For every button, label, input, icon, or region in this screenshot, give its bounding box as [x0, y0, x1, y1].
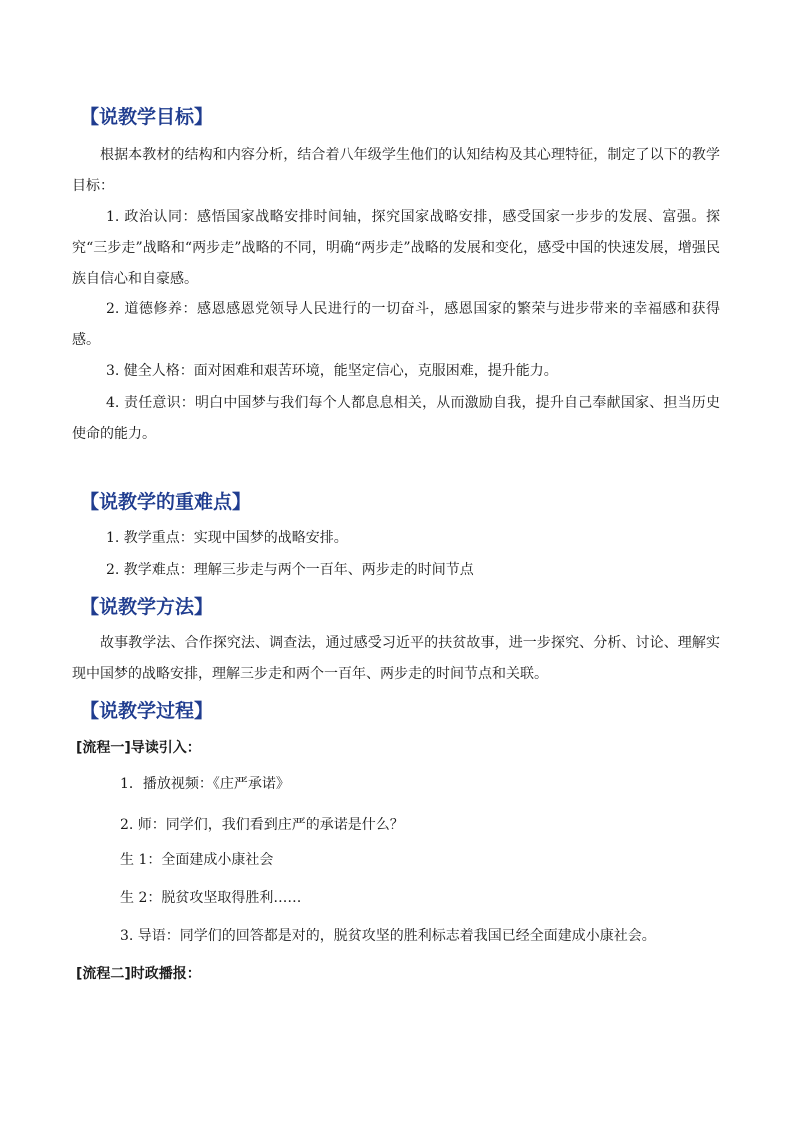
goals-heading: 【说教学目标】: [80, 106, 214, 128]
goal-item: 1. 政治认同：感悟国家战略安排时间轴，探究国家战略安排，感受国家一步步的发展、富强。探究“三步走”战略和“两步走”战略的不同，明确“两步走”战略的发展和变化，感受中国的快速发展，增强民族自信心和自豪感。: [72, 209, 720, 287]
flow-one-item: 1．播放视频：《庄严承诺》: [120, 776, 290, 792]
goal-item: 3. 健全人格：面对困难和艰苦环境，能坚定信心，克服困难，提升能力。: [106, 363, 558, 379]
flow-one-title: [流程一]导读引入：: [76, 740, 201, 756]
process-heading: 【说教学过程】: [80, 700, 214, 722]
flow-one-item: 生 2：脱贫攻坚取得胜利……: [120, 890, 302, 906]
key-point-item: 2. 教学难点：理解三步走与两个一百年、两步走的时间节点: [106, 562, 474, 578]
flow-one-item: 3. 导语：同学们的回答都是对的，脱贫攻坚的胜利标志着我国已经全面建成小康社会。: [120, 928, 656, 944]
flow-one-item: 生 1：全面建成小康社会: [120, 852, 274, 868]
flow-one-item: 2. 师：同学们，我们看到庄严的承诺是什么？: [120, 817, 404, 833]
goals-intro: 根据本教材的结构和内容分析，结合着八年级学生他们的认知结构及其心理特征，制定了以下的教学目标：: [72, 147, 720, 194]
methods-heading: 【说教学方法】: [80, 596, 214, 618]
key-point-item: 1. 教学重点：实现中国梦的战略安排。: [106, 530, 348, 546]
methods-text: 故事教学法、合作探究法、调查法，通过感受习近平的扶贫故事，进一步探究、分析、讨论、理解实现中国梦的战略安排，理解三步走和两个一百年、两步走的时间节点和关联。: [72, 635, 720, 682]
goal-item: 4. 责任意识：明白中国梦与我们每个人都息息相关，从而激励自我，提升自己奉献国家、担当历史使命的能力。: [72, 395, 720, 442]
key-points-heading: 【说教学的重难点】: [80, 491, 252, 513]
goal-item: 2. 道德修养：感恩感恩党领导人民进行的一切奋斗，感恩国家的繁荣与进步带来的幸福感和获得感。: [72, 301, 720, 348]
flow-two-title: [流程二]时政播报：: [76, 966, 201, 982]
